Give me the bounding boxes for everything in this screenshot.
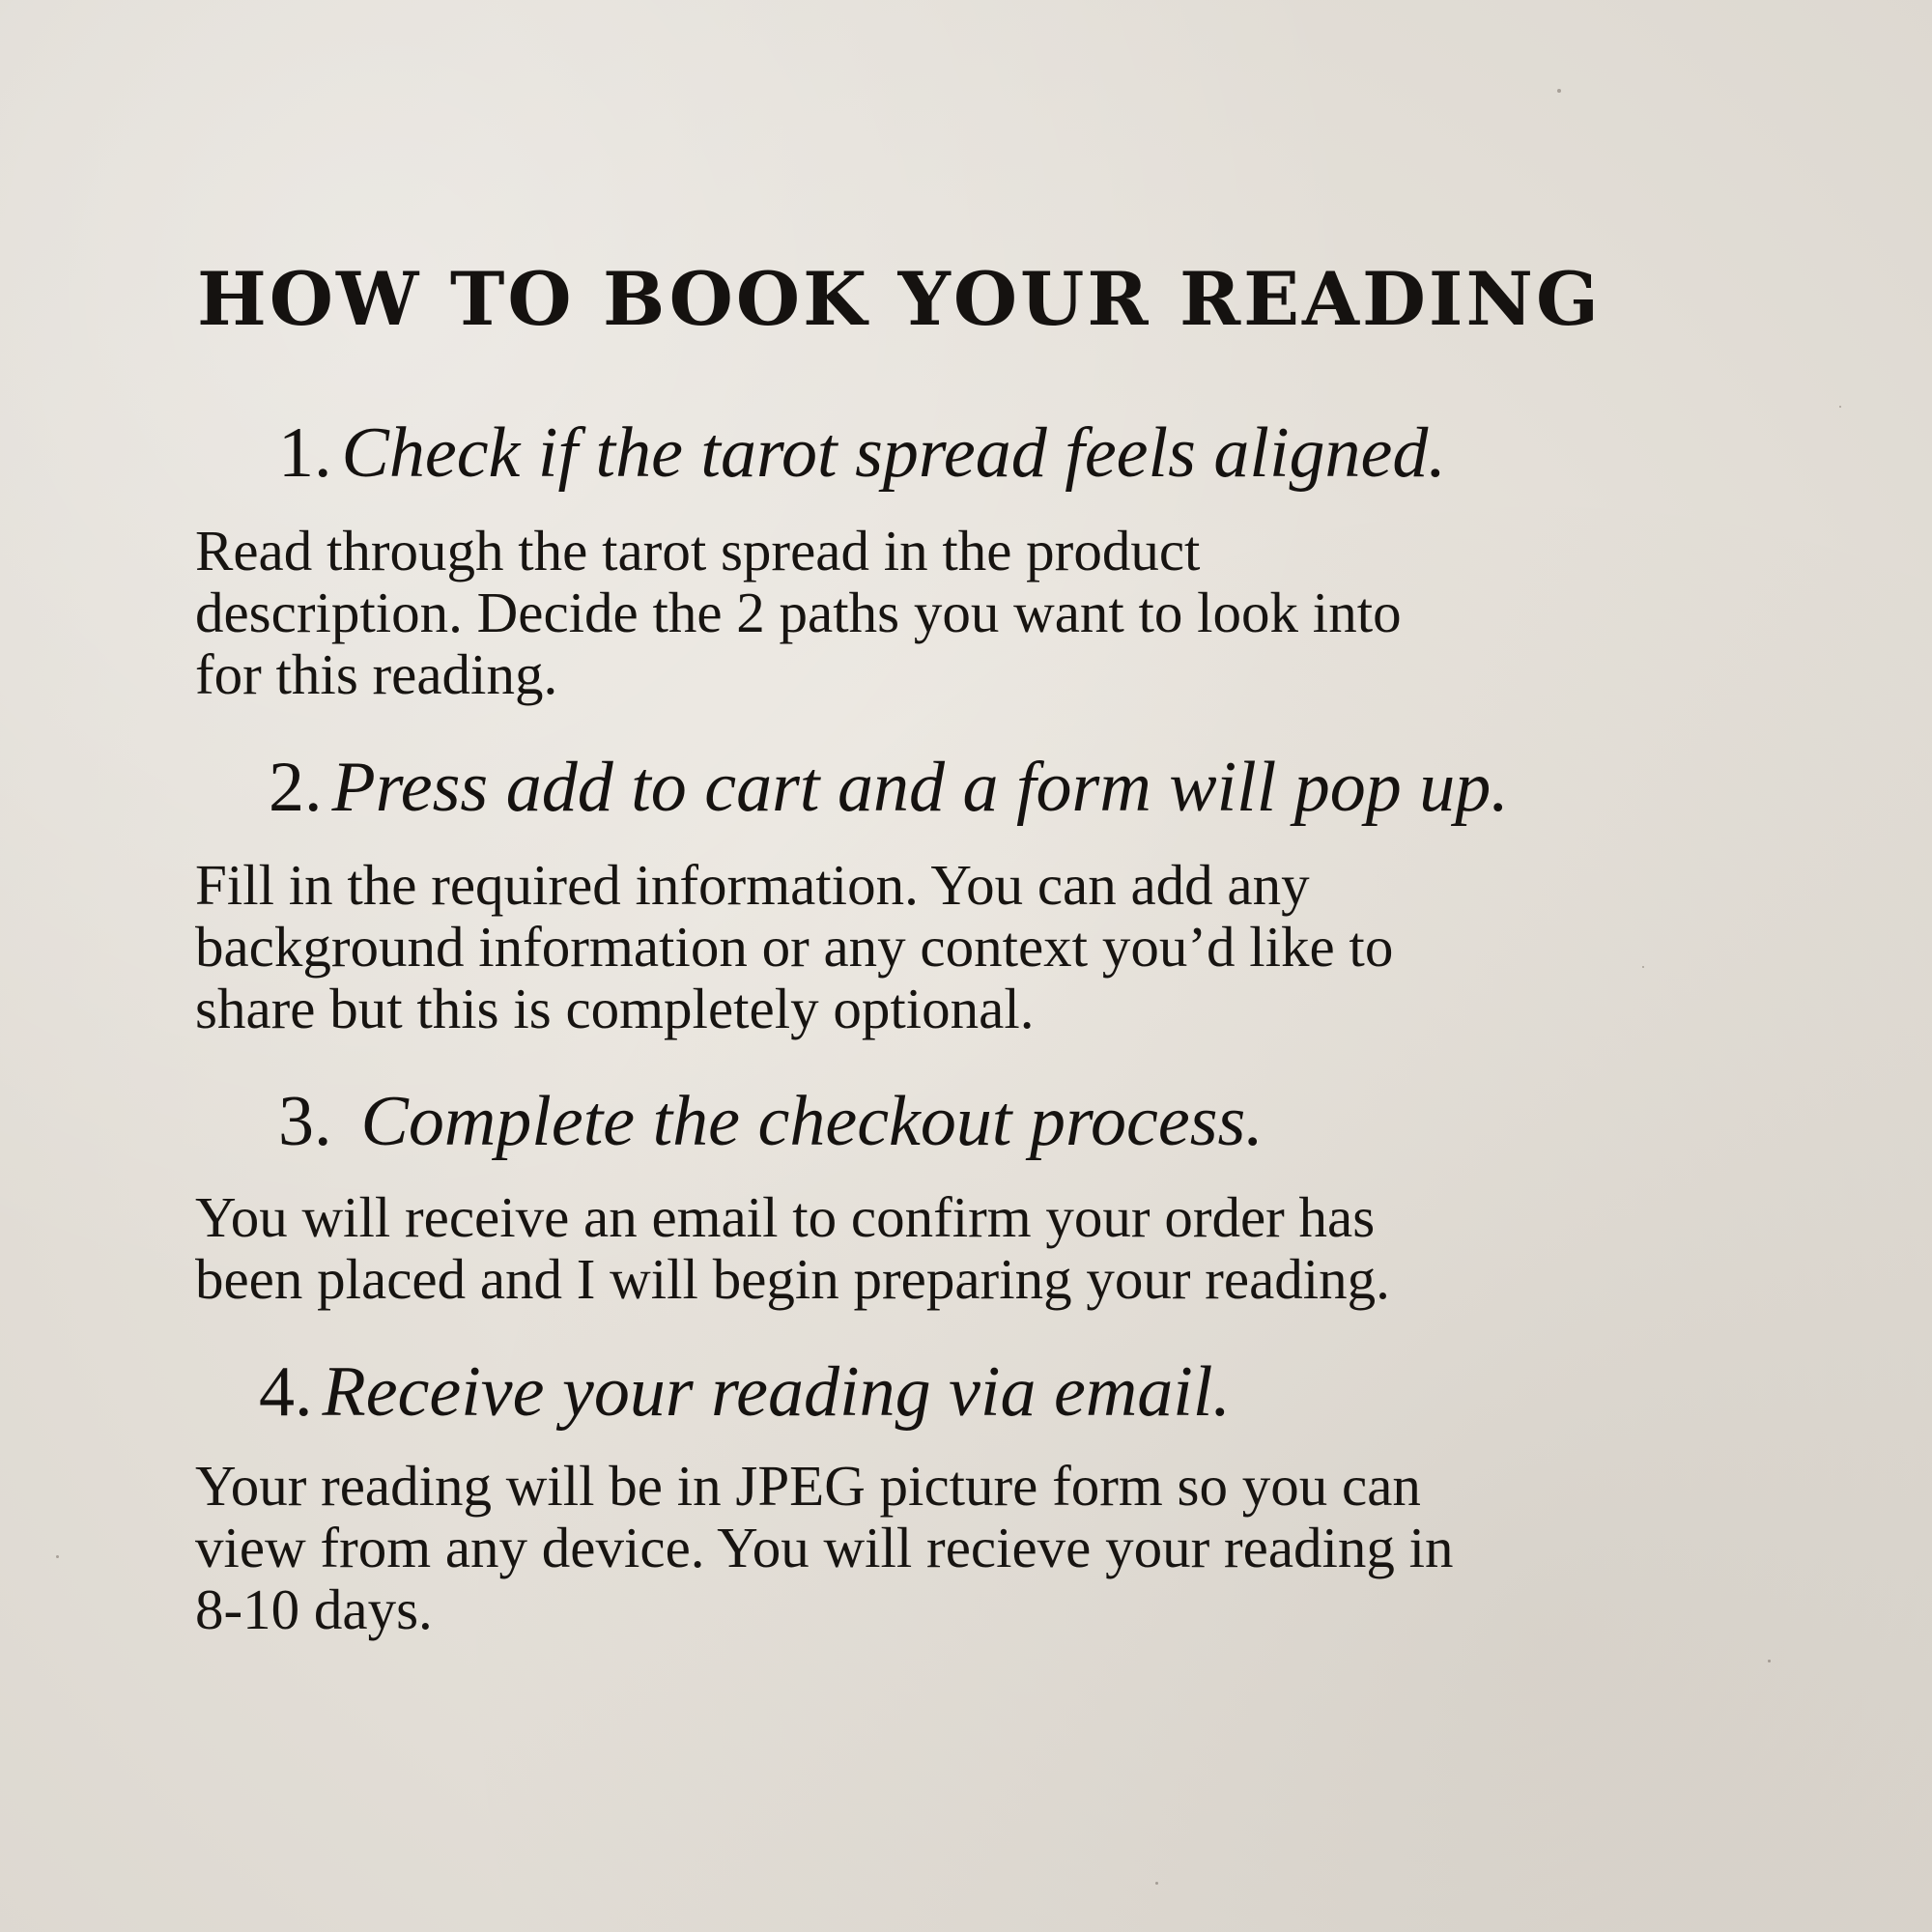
step-2-description: [195, 854, 1741, 1039]
step-1-description: [195, 520, 1741, 705]
step-1-heading: [278, 413, 1446, 493]
step-2-line: background information or any context you’d like to: [195, 915, 1394, 979]
step-4-heading: [259, 1352, 1231, 1432]
step-2-number: 2.: [269, 748, 323, 827]
step-2-line: Fill in the required information. You can add any: [195, 853, 1310, 917]
paper-speck: [1839, 406, 1841, 408]
step-1-line: for this reading.: [195, 642, 558, 706]
step-4-title: Receive your reading via email.: [322, 1352, 1231, 1432]
paper-speck: [1155, 1882, 1158, 1885]
step-4-line: Your reading will be in JPEG picture form so you can: [195, 1454, 1421, 1518]
step-2-title: Press add to cart and a form will pop up.: [331, 748, 1509, 827]
step-4-line: view from any device. You will recieve your reading in: [195, 1516, 1454, 1579]
step-3-heading: [278, 1082, 1264, 1161]
step-3-line: been placed and I will begin preparing your reading.: [195, 1247, 1390, 1311]
step-2-line: share but this is completely optional.: [195, 977, 1035, 1040]
step-1-line: Read through the tarot spread in the product: [195, 519, 1201, 582]
paper-speck: [1768, 1660, 1771, 1662]
step-3-title: Complete the checkout process.: [360, 1082, 1264, 1161]
step-4-line: 8-10 days.: [195, 1577, 433, 1641]
paper-speck: [1557, 89, 1561, 93]
step-4-number: 4.: [259, 1352, 313, 1432]
step-3-number: 3.: [278, 1082, 332, 1161]
step-3-description: [195, 1186, 1741, 1310]
step-3-line: You will receive an email to confirm your order has: [195, 1185, 1376, 1249]
paper-speck: [56, 1555, 59, 1558]
step-1-line: description. Decide the 2 paths you want to look into: [195, 581, 1402, 644]
step-1-number: 1.: [278, 413, 332, 493]
step-1-title: Check if the tarot spread feels aligned.: [341, 413, 1446, 493]
step-2-heading: [269, 748, 1509, 827]
page-title: HOW TO BOOK YOUR READING: [197, 256, 1602, 342]
step-4-description: [195, 1455, 1741, 1640]
